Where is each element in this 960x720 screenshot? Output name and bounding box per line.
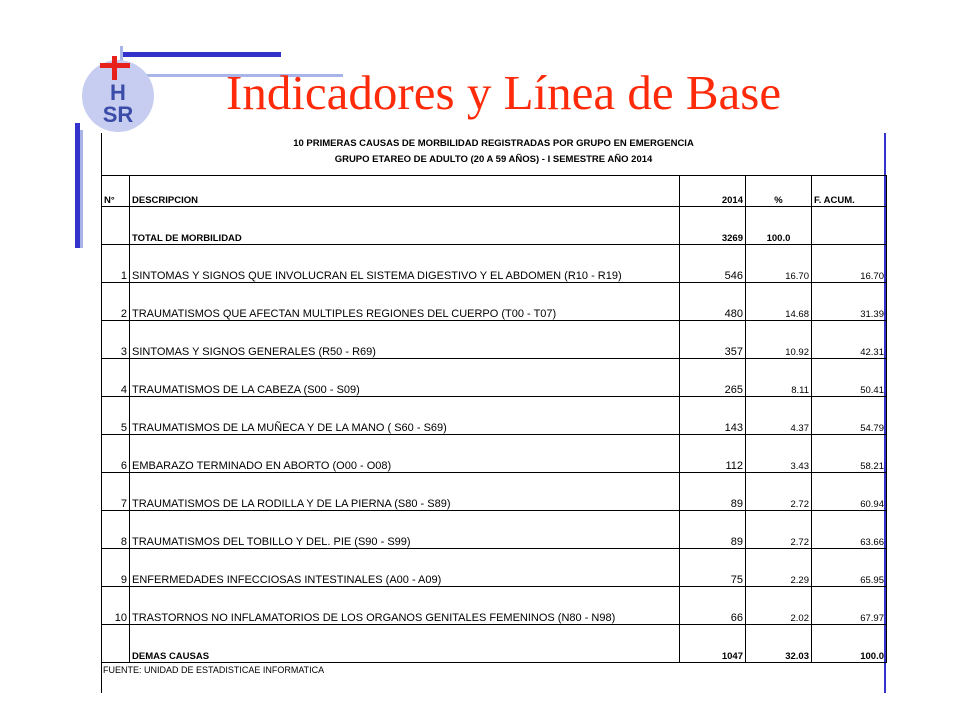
source-note: FUENTE: UNIDAD DE ESTADISTICAE INFORMATICA	[103, 665, 325, 675]
morbidity-table-panel	[101, 133, 886, 677]
table-row	[102, 283, 887, 321]
table-row	[102, 245, 887, 283]
row-value-2014: 480	[680, 283, 746, 321]
total-value: 3269	[680, 207, 746, 245]
row-cumulative: 16.70	[812, 245, 887, 283]
table-header-line2: GRUPO ETAREO DE ADULTO (20 A 59 AÑOS) - I SEMESTRE AÑO 2014	[334, 154, 653, 165]
row-percent: 14.68	[746, 283, 812, 321]
row-cumulative: 58.21	[812, 435, 887, 473]
row-description: ENFERMEDADES INFECCIOSAS INTESTINALES (A00 - A09)	[130, 549, 680, 587]
others-row	[102, 625, 887, 663]
row-value-2014: 546	[680, 245, 746, 283]
row-percent: 2.29	[746, 549, 812, 587]
col-header-pct: %	[746, 176, 812, 207]
svg-text:H: H	[110, 80, 126, 105]
row-value-2014: 75	[680, 549, 746, 587]
others-pct: 32.03	[746, 625, 812, 663]
row-number: 6	[102, 435, 130, 473]
table-row	[102, 397, 887, 435]
row-cumulative: 60.94	[812, 473, 887, 511]
row-cumulative: 54.79	[812, 397, 887, 435]
row-description: SINTOMAS Y SIGNOS GENERALES (R50 - R69)	[130, 321, 680, 359]
row-number: 4	[102, 359, 130, 397]
total-row	[102, 207, 887, 245]
row-value-2014: 143	[680, 397, 746, 435]
row-percent: 4.37	[746, 397, 812, 435]
row-value-2014: 89	[680, 511, 746, 549]
total-pct: 100.0	[746, 207, 812, 245]
row-cumulative: 65.95	[812, 549, 887, 587]
col-header-desc: DESCRIPCION	[130, 176, 680, 207]
row-description: EMBARAZO TERMINADO EN ABORTO (O00 - O08)	[130, 435, 680, 473]
others-value: 1047	[680, 625, 746, 663]
row-description: SINTOMAS Y SIGNOS QUE INVOLUCRAN EL SISTEMA DIGESTIVO Y EL ABDOMEN (R10 - R19)	[130, 245, 680, 283]
row-number: 7	[102, 473, 130, 511]
row-number: 8	[102, 511, 130, 549]
table-row	[102, 359, 887, 397]
row-value-2014: 357	[680, 321, 746, 359]
row-percent: 2.72	[746, 511, 812, 549]
row-description: TRASTORNOS NO INFLAMATORIOS DE LOS ORGANOS GENITALES FEMENINOS (N80 - N98)	[130, 587, 680, 625]
table-row	[102, 549, 887, 587]
row-cumulative: 42.31	[812, 321, 887, 359]
row-number: 2	[102, 283, 130, 321]
table-row	[102, 473, 887, 511]
hospital-logo	[78, 52, 160, 134]
row-description: TRAUMATISMOS DE LA RODILLA Y DE LA PIERNA (S80 - S89)	[130, 473, 680, 511]
row-percent: 10.92	[746, 321, 812, 359]
row-value-2014: 66	[680, 587, 746, 625]
svg-text:SR: SR	[102, 102, 134, 127]
col-header-2014: 2014	[680, 176, 746, 207]
col-header-n: N°	[102, 176, 130, 207]
row-description: TRAUMATISMOS DE LA MUÑECA Y DE LA MANO ( S60 - S69)	[130, 397, 680, 435]
row-description: TRAUMATISMOS DEL TOBILLO Y DEL. PIE (S90 - S99)	[130, 511, 680, 549]
morbidity-table	[101, 175, 887, 663]
row-cumulative: 67.97	[812, 587, 887, 625]
row-cumulative: 31.39	[812, 283, 887, 321]
table-row	[102, 587, 887, 625]
row-value-2014: 112	[680, 435, 746, 473]
slide-title: Indicadores y Línea de Base	[226, 65, 782, 120]
row-cumulative: 50.41	[812, 359, 887, 397]
row-number: 9	[102, 549, 130, 587]
row-description: TRAUMATISMOS DE LA CABEZA (S00 - S09)	[130, 359, 680, 397]
table-row	[102, 321, 887, 359]
row-percent: 3.43	[746, 435, 812, 473]
column-header-row	[102, 176, 887, 207]
row-number: 5	[102, 397, 130, 435]
row-percent: 2.02	[746, 587, 812, 625]
row-number: 10	[102, 587, 130, 625]
table-row	[102, 435, 887, 473]
others-label: DEMAS CAUSAS	[130, 625, 680, 663]
row-percent: 16.70	[746, 245, 812, 283]
row-percent: 2.72	[746, 473, 812, 511]
total-label: TOTAL DE MORBILIDAD	[130, 207, 680, 245]
row-cumulative: 63.66	[812, 511, 887, 549]
decor-bar-left-light	[80, 130, 83, 248]
table-row	[102, 511, 887, 549]
table-header-line1: 10 PRIMERAS CAUSAS DE MORBILIDAD REGISTRADAS POR GRUPO EN EMERGENCIA	[293, 138, 694, 149]
row-description: TRAUMATISMOS QUE AFECTAN MULTIPLES REGIONES DEL CUERPO (T00 - T07)	[130, 283, 680, 321]
others-acum: 100.0	[812, 625, 887, 663]
row-value-2014: 89	[680, 473, 746, 511]
cause-rows	[102, 245, 887, 625]
row-value-2014: 265	[680, 359, 746, 397]
row-number: 3	[102, 321, 130, 359]
row-percent: 8.11	[746, 359, 812, 397]
row-number: 1	[102, 245, 130, 283]
col-header-acum: F. ACUM.	[812, 176, 887, 207]
